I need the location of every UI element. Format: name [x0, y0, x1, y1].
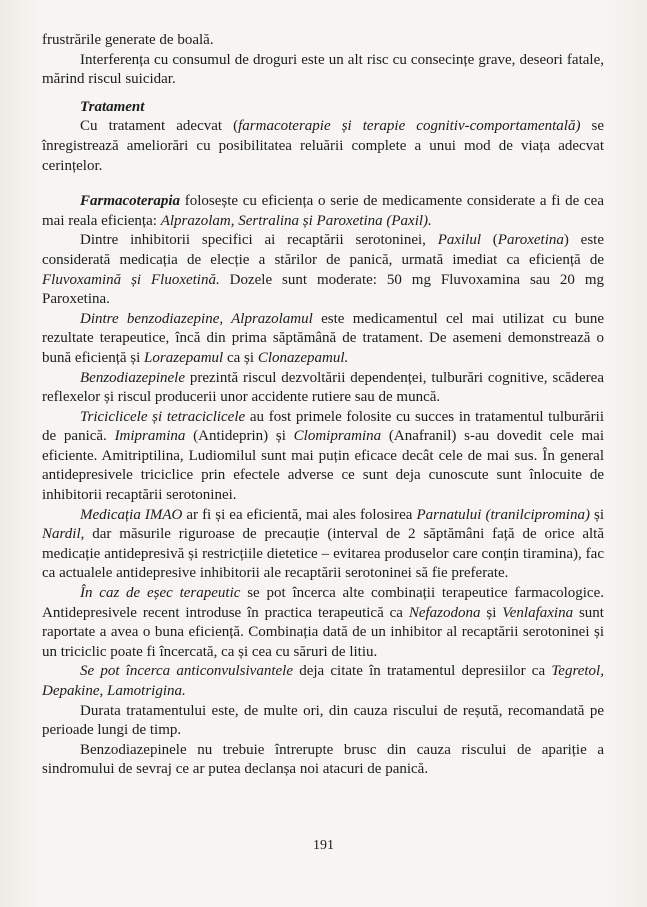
text-run: se pot încerca alte combinații terapeutice farmacologice. Antidepresivele recent introduse în practica terapeutică ca	[42, 585, 604, 621]
paragraph	[42, 51, 604, 90]
italic-text-run: Venlafaxina	[502, 604, 574, 621]
italic-text-run: Lorazepamul	[144, 349, 224, 366]
text-run: Dozele sunt moderate: 50 mg Fluvoxamina sau 20 mg Paroxetina.	[42, 271, 604, 308]
italic-text-run: În caz de eșec terapeutic	[80, 585, 241, 602]
text-run: Interferența cu consumul de droguri este un alt risc cu consecințe grave, deseori fatale, mărind riscul suicidar.	[42, 51, 604, 88]
italic-text-run: Fluvoxamină și Fluoxetină.	[42, 271, 220, 288]
paragraph	[42, 31, 604, 51]
italic-text-run: farmacoterapie și terapie cognitiv-comportamentală)	[238, 118, 581, 135]
text-run: ca și	[223, 349, 258, 366]
text-run: Dintre inhibitorii specifici ai recaptării serotoninei,	[80, 232, 438, 249]
text-run: și	[589, 506, 604, 523]
italic-text-run: Nardil	[42, 526, 81, 543]
text-run: (Antideprin) și	[185, 428, 294, 445]
italic-text-run: Se pot încerca anticonvulsivantele	[80, 663, 293, 680]
bold-italic-text-run: Farmacoterapia	[80, 193, 180, 210]
text-run: prezintă riscul dezvoltării dependenței, tulburări cognitive, scăderea reflexelor și riscul producerii unor accidente rutiere sau de muncă.	[42, 369, 604, 406]
italic-text-run: Paroxetina	[497, 232, 564, 249]
text-run: (	[481, 232, 498, 249]
text-run: se înregistrează ameliorări cu posibilitatea reluării complete a unui mod de viața adecvat cerințelor.	[42, 118, 605, 174]
section-heading	[42, 98, 604, 118]
text-run: folosește cu eficiența o serie de medicamente considerate a fi de cea mai reala eficiența:	[42, 193, 604, 229]
italic-text-run: Nefazodona	[408, 604, 481, 621]
text-run: (Anafranil) s-au dovedit cele mai eficiente. Amitriptilina, Ludiomilul sunt mai puțin eficace decât cele de mai sus. În general antidepresivele triciclice prin efectele adverse ce sunt deja cunoscute sunt înlocuite de inhibitorii recaptării serotoninei.	[42, 428, 604, 504]
paragraph-gap	[42, 176, 604, 192]
text-run: , dar măsurile riguroase de precauție (interval de 2 săptămâni față de orice altă medicație antidepresivă și restricțiile dietetice – evitarea produselor care conțin tiramina), fac ca actualele antidepresive inhibitorii ale recaptării serotoninei să fie preferate.	[42, 526, 604, 582]
paragraph	[42, 369, 604, 408]
paragraph	[42, 310, 604, 369]
text-run: frustrările generate de boală.	[42, 32, 214, 48]
paragraph	[42, 662, 604, 701]
paragraph	[42, 192, 604, 231]
paragraph	[42, 408, 604, 506]
paragraph	[42, 584, 604, 662]
text-run: au fost primele folosite cu succes in tratamentul tulburării de panică.	[42, 408, 604, 445]
text-run: deja citate în tratamentul depresiilor ca	[293, 663, 552, 680]
italic-text-run: Tegretol, Depakine, Lamotrigina.	[42, 663, 604, 699]
text-run: sunt raportate a avea o buna eficiență. Combinația dată de un inhibitor al recaptării serotoninei și un triciclic poate fi încercată, ca și cea cu săruri de litiu.	[42, 604, 604, 660]
italic-text-run: Triciclicele și tetraciclicele	[80, 408, 246, 425]
paragraph	[42, 506, 604, 584]
italic-text-run: Clomipramina	[293, 428, 382, 445]
italic-text-run: Alprazolam, Sertralina și Paroxetina (Paxil).	[160, 212, 432, 229]
text-run: este medicamentul cel mai utilizat cu bune rezultate terapeutice, încă din prima săptămână de tratament. De asemeni demonstrează o bună eficiență și	[42, 310, 605, 366]
italic-text-run: Benzodiazepinele	[80, 369, 185, 386]
paragraph	[42, 702, 604, 741]
text-run: Cu tratament adecvat (	[80, 118, 239, 135]
italic-text-run: Medicația IMAO	[80, 506, 183, 523]
italic-text-run: Parnatului (tranilcipromina)	[416, 506, 590, 523]
italic-text-run: Dintre benzodiazepine, Alprazolamul	[80, 310, 313, 327]
paragraph	[42, 117, 604, 176]
text-run: ) este considerată medicația de elecție a stărilor de panică, urmată imediat ca eficiență de	[42, 232, 604, 268]
text-run: Benzodiazepinele nu trebuie întrerupte brusc din cauza riscului de apariție a sindromului de sevraj ce ar putea declanșa noi atacuri de panică.	[42, 741, 604, 778]
paragraph	[42, 741, 604, 780]
paragraph	[42, 231, 604, 309]
italic-text-run: Clonazepamul.	[257, 349, 349, 366]
italic-text-run: Imipramina	[114, 428, 186, 445]
text-run: Durata tratamentului este, de multe ori, din cauza riscului de reșută, recomandată pe perioade lungi de timp.	[42, 702, 604, 739]
body-text	[42, 31, 604, 780]
page-number: 191	[313, 838, 334, 853]
text-run: și	[480, 604, 503, 621]
text-run: Tratament	[80, 98, 145, 115]
italic-text-run: Paxilul	[437, 232, 482, 249]
text-run: ar fi și ea eficientă, mai ales folosirea	[182, 506, 417, 523]
